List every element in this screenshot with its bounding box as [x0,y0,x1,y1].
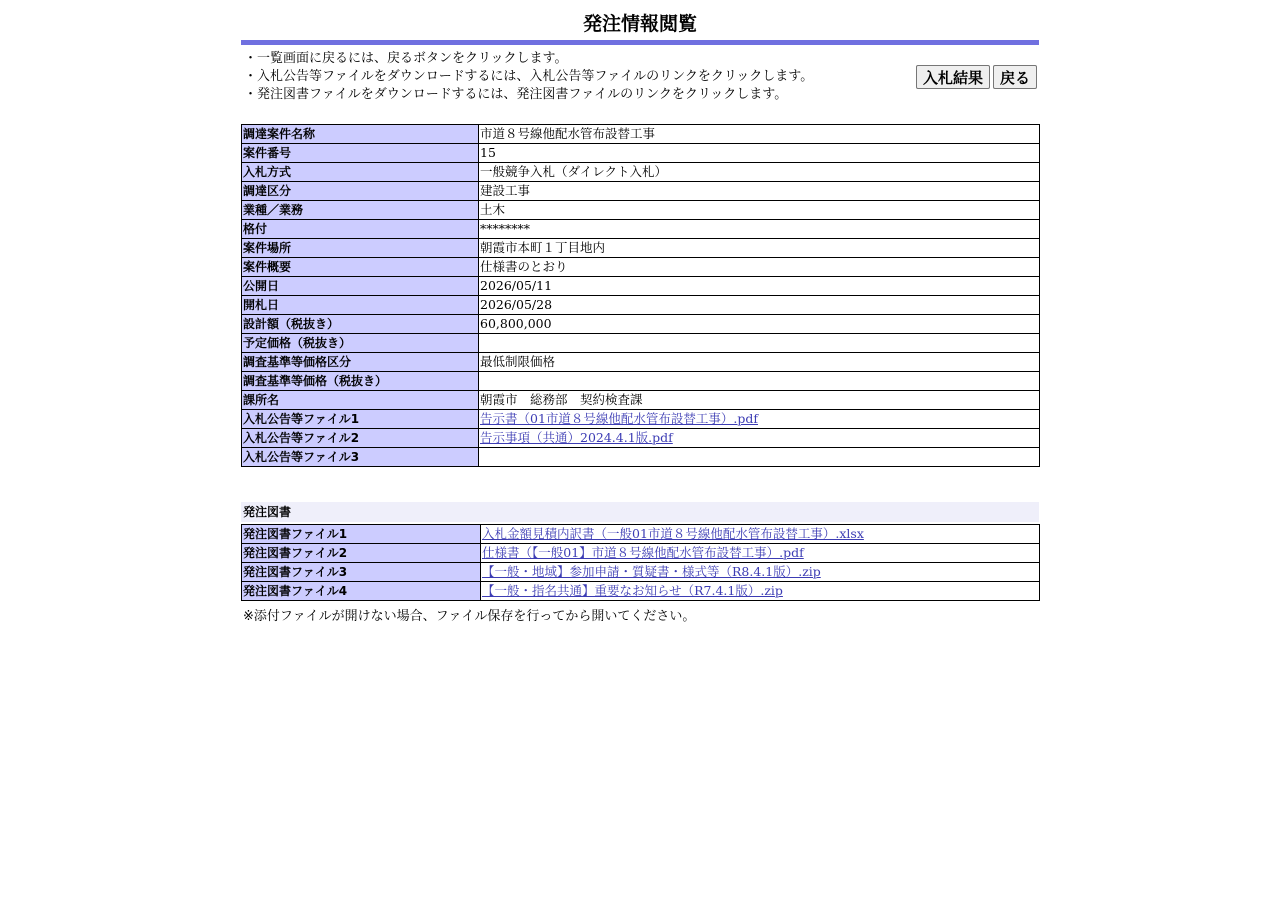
document-file-link-4[interactable]: 【一般・指名共通】重要なお知らせ（R7.4.1版）.zip [482,583,783,598]
table-row [242,182,1040,201]
table-row [242,410,1040,429]
instruction-line: ・入札公告等ファイルをダウンロードするには、入札公告等ファイルのリンクをクリックします。 [244,69,814,84]
row-value: 15 [479,144,1040,163]
row-value: 仕様書のとおり [479,258,1040,277]
table-row [242,563,1040,582]
back-button[interactable]: 戻る [993,65,1037,89]
table-row [242,296,1040,315]
documents-section-heading: 発注図書 [241,502,1039,522]
row-label: 課所名 [242,391,479,410]
row-value: 一般競争入札（ダイレクト入札） [479,163,1040,182]
page [241,0,1039,624]
table-row [242,544,1040,563]
attachment-note: ※添付ファイルが開けない場合、ファイル保存を行ってから開いてください。 [243,609,696,624]
table-row [242,429,1040,448]
notice-file-link-2[interactable]: 告示事項（共通）2024.4.1版.pdf [480,430,673,445]
row-label: 案件場所 [242,239,479,258]
row-label: 公開日 [242,277,479,296]
row-value: 朝霞市本町１丁目地内 [479,239,1040,258]
table-row [242,125,1040,144]
case-info-table [241,124,1040,467]
row-label: 入札公告等ファイル3 [242,448,479,467]
table-row [242,525,1040,544]
row-label: 発注図書ファイル4 [242,582,481,601]
row-value [479,448,1040,467]
row-value [479,372,1040,391]
documents-table [241,524,1040,601]
row-label: 案件概要 [242,258,479,277]
notice-file-link-1[interactable]: 告示書（01市道８号線他配水管布設替工事）.pdf [480,411,759,426]
row-label: 格付 [242,220,479,239]
table-row [242,239,1040,258]
table-row [242,220,1040,239]
row-label: 発注図書ファイル1 [242,525,481,544]
row-value [479,334,1040,353]
instruction-line: ・発注図書ファイルをダウンロードするには、発注図書ファイルのリンクをクリックします。 [244,87,788,102]
row-value: 建設工事 [479,182,1040,201]
table-row [242,334,1040,353]
row-value [481,582,1040,601]
row-label: 調達区分 [242,182,479,201]
row-value [481,525,1040,544]
row-label: 業種／業務 [242,201,479,220]
row-value: 60,800,000 [479,315,1040,334]
table-row [242,448,1040,467]
row-label: 入札方式 [242,163,479,182]
row-value [481,563,1040,582]
page-title: 発注情報閲覧 [582,13,697,35]
action-buttons [916,65,1037,89]
table-row [242,163,1040,182]
row-value: 2026/05/28 [479,296,1040,315]
row-value: 2026/05/11 [479,277,1040,296]
instructions [241,45,1039,105]
table-row [242,315,1040,334]
row-label: 予定価格（税抜き） [242,334,479,353]
table-row [242,144,1040,163]
instruction-line: ・一覧画面に戻るには、戻るボタンをクリックします。 [244,51,568,66]
row-value: 最低制限価格 [479,353,1040,372]
row-label: 入札公告等ファイル1 [242,410,479,429]
row-label: 設計額（税抜き） [242,315,479,334]
document-file-link-3[interactable]: 【一般・地域】参加申請・質疑書・様式等（R8.4.1版）.zip [482,564,821,579]
row-label: 開札日 [242,296,479,315]
row-label: 調査基準等価格（税抜き） [242,372,479,391]
row-value [479,410,1040,429]
table-row [242,372,1040,391]
row-value: 朝霞市 総務部 契約検査課 [479,391,1040,410]
row-label: 調査基準等価格区分 [242,353,479,372]
table-row [242,353,1040,372]
row-label: 調達案件名称 [242,125,479,144]
row-value [481,544,1040,563]
row-label: 入札公告等ファイル2 [242,429,479,448]
table-row [242,258,1040,277]
row-label: 発注図書ファイル2 [242,544,481,563]
table-row [242,582,1040,601]
row-value [479,429,1040,448]
document-file-link-2[interactable]: 仕様書（【一般01】市道８号線他配水管布設替工事）.pdf [482,545,804,560]
row-label: 案件番号 [242,144,479,163]
row-value: 土木 [479,201,1040,220]
bid-results-button[interactable]: 入札結果 [916,65,990,89]
document-file-link-1[interactable]: 入札金額見積内訳書（一般01市道８号線他配水管布設替工事）.xlsx [482,526,864,541]
row-value: ******** [479,220,1040,239]
table-row [242,391,1040,410]
table-row [242,201,1040,220]
row-value: 市道８号線他配水管布設替工事 [479,125,1040,144]
table-row [242,277,1040,296]
row-label: 発注図書ファイル3 [242,563,481,582]
